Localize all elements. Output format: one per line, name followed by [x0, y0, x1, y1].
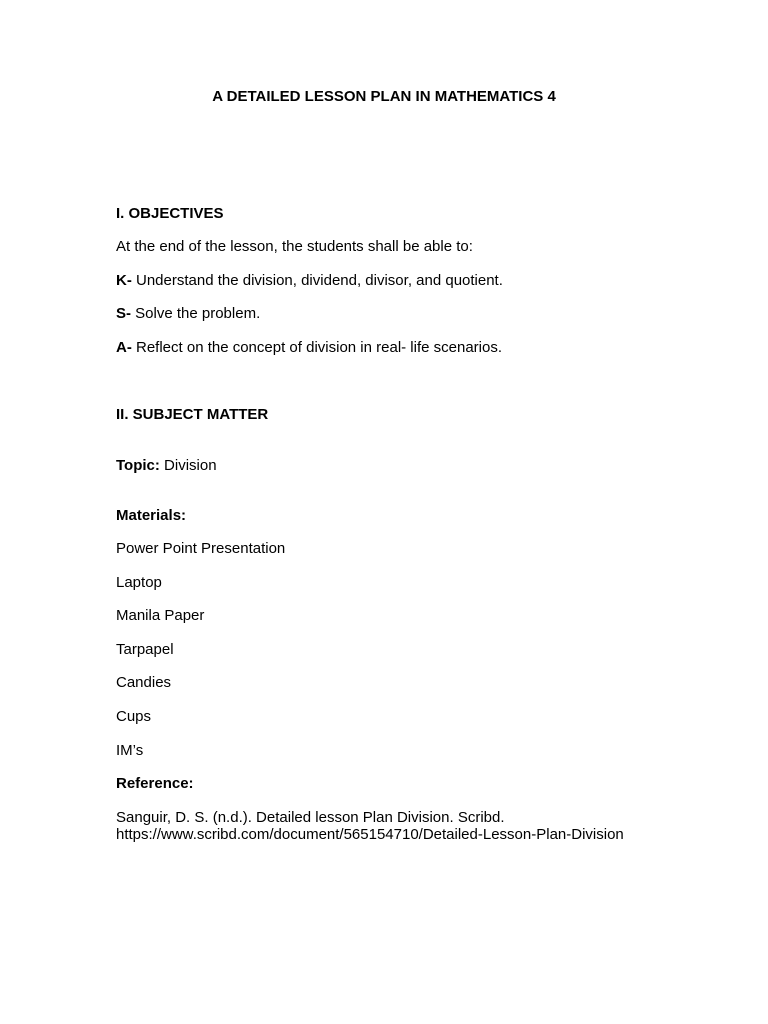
- objective-a: [116, 339, 502, 356]
- topic-value: Division: [159, 457, 217, 474]
- material-item: Tarpapel: [116, 641, 174, 658]
- materials-label: Materials:: [116, 507, 187, 524]
- topic-label: Topic:: [116, 457, 160, 474]
- objective-k-label: K-: [116, 272, 132, 289]
- material-item: Laptop: [116, 574, 162, 591]
- objectives-heading: I. OBJECTIVES: [116, 205, 224, 222]
- objective-s-text: Solve the problem.: [131, 305, 261, 322]
- material-item: Manila Paper: [116, 607, 205, 624]
- material-item: Candies: [116, 674, 172, 691]
- reference-url: https://www.scribd.com/document/565154710/Detailed-Lesson-Plan-Division: [116, 826, 624, 843]
- material-item: Cups: [116, 708, 152, 725]
- objective-k-text: Understand the division, dividend, divisor, and quotient.: [131, 272, 503, 289]
- objectives-intro: At the end of the lesson, the students shall be able to:: [116, 238, 473, 255]
- objective-a-label: A-: [116, 339, 132, 356]
- objective-k: [116, 272, 503, 289]
- reference-citation: Sanguir, D. S. (n.d.). Detailed lesson Plan Division. Scribd.: [116, 809, 505, 826]
- topic-line: [116, 457, 217, 474]
- material-item: IM’s: [116, 742, 144, 759]
- material-item: Power Point Presentation: [116, 540, 286, 557]
- objective-s: [116, 305, 260, 322]
- reference-label: Reference:: [116, 775, 194, 792]
- subject-matter-heading: II. SUBJECT MATTER: [116, 406, 269, 423]
- objective-a-text: Reflect on the concept of division in real- life scenarios.: [131, 339, 503, 356]
- document-title: A DETAILED LESSON PLAN IN MATHEMATICS 4: [212, 88, 556, 105]
- objective-s-label: S-: [116, 305, 131, 322]
